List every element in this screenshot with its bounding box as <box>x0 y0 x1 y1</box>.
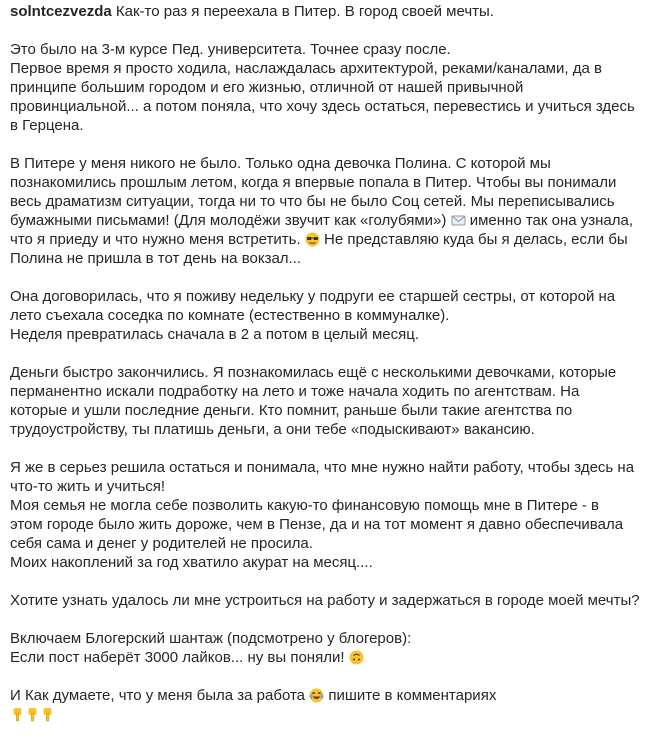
caption-line <box>10 230 648 249</box>
caption-line: этом городе было жить дороже, чем в Пензе, да и на тот момент я давно обеспечивала <box>10 516 624 533</box>
caption-line <box>10 705 648 724</box>
upside-down-face-icon <box>349 650 364 665</box>
caption-line: весь драматизм ситуации, тогда ни то что бы не было Соц сетей. Мы переписывались <box>10 193 615 210</box>
caption-paragraph-7 <box>10 591 648 610</box>
caption-line: провинциальной... а потом поняла, что хочу здесь остаться, перевестись и учиться здесь <box>10 98 635 115</box>
caption-line: принципе большим городом и его жизнью, отличной от нашей привычной <box>10 79 524 96</box>
caption-paragraph-3 <box>10 154 648 268</box>
caption-line: Неделя превратилась сначала в 2 а потом в целый месяц. <box>10 326 419 343</box>
caption-line: в Герцена. <box>10 117 84 134</box>
caption-text: Если пост наберёт 3000 лайков... ну вы поняли! <box>10 649 345 666</box>
caption-text: бумажными письмами! (Для молодёжи звучит как «голубями») <box>10 212 447 229</box>
pointing-down-icon <box>10 707 25 722</box>
caption-line <box>10 2 648 21</box>
pointing-down-icon <box>40 707 55 722</box>
caption-paragraph-6 <box>10 458 648 572</box>
caption-text: что я приеду и что нужно меня встретить. <box>10 231 301 248</box>
caption-text: Не представляю куда бы я делась, если бы <box>319 231 628 248</box>
caption-line: Первое время я просто ходила, наслаждалась архитектурой, реками/каналами, да в <box>10 60 602 77</box>
caption-line: Деньги быстро закончились. Я познакомилась ещё с несколькими девочками, которые <box>10 364 617 381</box>
caption-line: трудоустройству, ты платишь деньги, а они тебе «подыскивают» вакансию. <box>10 421 535 438</box>
caption-line: В Питере у меня никого не было. Только одна девочка Полина. С которой мы <box>10 155 551 172</box>
caption-line: перманентно искали подработку на лето и тоже начала ходить по агентствам. На <box>10 383 580 400</box>
caption-line: Это было на 3-м курсе Пед. университета. Точнее сразу после. <box>10 41 451 58</box>
caption-paragraph-8 <box>10 629 648 667</box>
caption-line <box>10 648 648 667</box>
caption-line: лето съехала соседка по комнате (естественно в коммуналке). <box>10 307 450 324</box>
caption-text: Как-то раз я переехала в Питер. В город своей мечты. <box>115 3 494 20</box>
caption-paragraph-9 <box>10 686 648 724</box>
caption-line: Хотите узнать удалось ли мне устроиться на работу и задержаться в городе моей мечты? <box>10 592 640 609</box>
caption-line: Включаем Блогерский шантаж (подсмотрено у блогеров): <box>10 630 412 647</box>
caption-line: познакомились прошлым летом, когда я впервые попала в Питер. Чтобы вы понимали <box>10 174 617 191</box>
caption-line <box>10 686 648 705</box>
caption-line: Я же в серьез решила остаться и понимала, что мне нужно найти работу, чтобы здесь на <box>10 459 635 476</box>
caption-line: Моих накоплений за год хватило акурат на месяц.... <box>10 554 373 571</box>
caption-line: Она договорилась, что я поживу недельку у подруги ее старшей сестры, от которой на <box>10 288 616 305</box>
caption-line: себя сама и денег у родителей не просила. <box>10 535 313 552</box>
caption-paragraph-2 <box>10 40 648 135</box>
caption-line: Полина не пришла в тот день на вокзал... <box>10 250 302 267</box>
envelope-icon <box>451 213 466 228</box>
caption-text: именно так она узнала, <box>465 212 634 229</box>
caption-line: Моя семья не могла себе позволить какую-то финансовую помощь мне в Питере - в <box>10 497 599 514</box>
caption-text: И Как думаете, что у меня была за работа <box>10 687 305 704</box>
caption-paragraph-5 <box>10 363 648 439</box>
caption-line: которые и ушли последние деньги. Кто помнит, раньше были такие агентства по <box>10 402 573 419</box>
caption-text: пишите в комментариях <box>324 687 497 704</box>
tears-of-joy-icon <box>309 688 324 703</box>
caption-paragraph-1 <box>10 2 648 21</box>
caption-line: что-то жить и учиться! <box>10 478 166 495</box>
username-link[interactable]: solntcezvezda <box>10 3 112 20</box>
pointing-down-icon <box>25 707 40 722</box>
caption-line <box>10 211 648 230</box>
caption-paragraph-4 <box>10 287 648 344</box>
sunglasses-face-icon <box>305 232 320 247</box>
